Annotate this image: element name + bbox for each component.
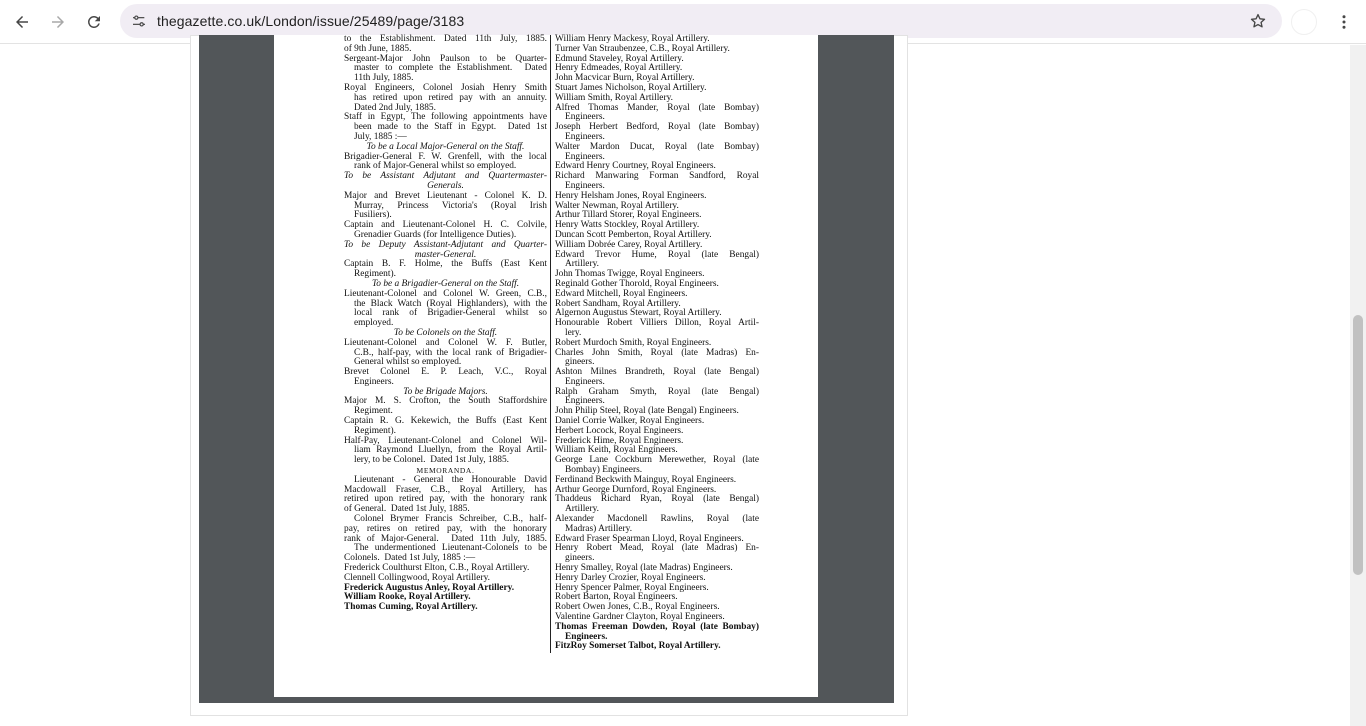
gazette-line: William Smith, Royal Artillery. <box>555 92 674 103</box>
gazette-line: Engineers. <box>354 376 394 387</box>
gazette-line: Duncan Scott Pemberton, Royal Artillery. <box>555 229 712 240</box>
gazette-line: John Thomas Twigge, Royal Engineers. <box>555 269 705 280</box>
gazette-line: Thaddeus Richard Ryan, Royal (late Bengal) <box>555 494 759 505</box>
gazette-line: Major M. S. Crofton, the South Staffordshire <box>344 396 547 407</box>
gazette-line: Walter Newman, Royal Artillery. <box>555 200 679 211</box>
gazette-line: Edward Henry Courtney, Royal Engineers. <box>555 161 716 172</box>
gazette-line: Thomas Cuming, Royal Artillery. <box>344 602 478 613</box>
gazette-line: Lieutenant - General the Honourable David <box>354 474 547 485</box>
gazette-line: William Keith, Royal Engineers. <box>555 445 678 456</box>
gazette-line: To be Colonels on the Staff. <box>393 327 498 338</box>
gazette-line: Engineers. <box>565 376 605 387</box>
gazette-line: Colonel Brymer Francis Schreiber, C.B., half- <box>354 514 547 525</box>
gazette-line: Reginald Gother Thorold, Royal Engineers. <box>555 278 719 289</box>
gazette-line: To be Deputy Assistant-Adjutant and Quarter- <box>344 239 547 250</box>
site-info-button[interactable] <box>126 8 152 34</box>
reload-button[interactable] <box>78 6 110 38</box>
gazette-line: Engineers. <box>565 396 605 407</box>
gazette-line: Walter Mardon Ducat, Royal (late Bombay) <box>555 141 759 152</box>
gazette-line: been made to the Staff in Egypt. Dated 1st <box>354 122 547 133</box>
gazette-line: To be a Brigadier-General on the Staff. <box>371 278 520 289</box>
gazette-line: Stuart James Nicholson, Royal Artillery. <box>555 82 707 93</box>
gazette-line: Thomas Freeman Dowden, Royal (late Bombay) <box>555 621 759 632</box>
gazette-line: Arthur George Durnford, Royal Engineers. <box>555 484 717 495</box>
gazette-line: Clennell Collingwood, Royal Artillery. <box>344 572 490 583</box>
gazette-line: retired upon retired pay, with the honorary rank <box>344 494 547 505</box>
gazette-line: Lieutenant-Colonel and Colonel W. F. Butler, <box>344 337 547 348</box>
gazette-line: Edmund Staveley, Royal Artillery. <box>555 53 684 64</box>
tune-icon <box>131 13 147 29</box>
gazette-line: Henry Darley Crozier, Royal Engineers. <box>555 572 706 583</box>
gazette-line: Grenadier Guards (for Intelligence Duties). <box>354 229 517 240</box>
gazette-line: Madras) Artillery. <box>565 523 633 534</box>
gazette-line: Engineers. <box>565 151 605 162</box>
gazette-line: Artillery. <box>565 504 600 515</box>
gazette-line: FitzRoy Somerset Talbot, Royal Artillery. <box>555 641 721 652</box>
gazette-line: rank of Major-General. Dated 11th July, 1885. <box>344 533 547 544</box>
gazette-line: Ashton Milnes Brandreth, Royal (late Bengal) <box>555 367 759 378</box>
gazette-line: Henry Smalley, Royal (late Madras) Engineers. <box>555 563 733 574</box>
gazette-line: Herbert Locock, Royal Engineers. <box>555 425 684 436</box>
gazette-line: master to complete the Establishment. Dated <box>354 63 547 74</box>
gazette-line: employed. <box>354 318 394 329</box>
gazette-line: gineers. <box>565 553 595 564</box>
gazette-line: Alfred Thomas Mander, Royal (late Bombay) <box>555 102 759 113</box>
gazette-line: To be Brigade Majors. <box>403 386 488 397</box>
gazette-line: William Dobrée Carey, Royal Artillery. <box>555 239 703 250</box>
gazette-line: Daniel Corrie Walker, Royal Engineers. <box>555 416 705 427</box>
gazette-line: Sergeant-Major John Paulson to be Quarter- <box>344 53 547 64</box>
gazette-line: the Black Watch (Royal Highlanders), with the <box>354 298 547 309</box>
gazette-line: C.B., half-pay, with the local rank of Brigadier- <box>354 347 547 358</box>
gazette-line: Robert Owen Jones, C.B., Royal Engineers. <box>555 602 720 613</box>
gazette-line: Engineers. <box>565 112 605 123</box>
gazette-line: Regiment). <box>354 269 396 280</box>
gazette-line: Henry Helsham Jones, Royal Engineers. <box>555 190 707 201</box>
browser-menu-button[interactable] <box>1328 6 1360 38</box>
gazette-left-column <box>344 35 547 613</box>
gazette-line: Murray, Princess Victoria's (Royal Irish <box>354 200 547 211</box>
gazette-line: Turner Van Straubenzee, C.B., Royal Artillery. <box>555 43 730 54</box>
gazette-line: General whilst so employed. <box>354 357 462 368</box>
gazette-line: William Rooke, Royal Artillery. <box>344 592 471 603</box>
gazette-line: gineers. <box>565 357 595 368</box>
gazette-line: July, 1885 :— <box>354 131 407 142</box>
gazette-line: MEMORANDA. <box>416 466 475 476</box>
reload-icon <box>85 13 103 31</box>
gazette-line: has retired upon retired pay with an annuity. <box>354 92 547 103</box>
bookmark-button[interactable] <box>1244 7 1272 35</box>
profile-avatar[interactable] <box>1291 9 1317 35</box>
gazette-line: Henry Spencer Palmer, Royal Engineers. <box>555 582 709 593</box>
gazette-line: Frederick Coulthurst Elton, C.B., Royal Artillery. <box>344 563 530 574</box>
scrollbar-thumb[interactable] <box>1353 315 1363 575</box>
vertical-scrollbar[interactable] <box>1350 45 1366 726</box>
arrow-left-icon <box>13 13 31 31</box>
arrow-right-icon <box>49 13 67 31</box>
gazette-line: Robert Barton, Royal Engineers. <box>555 592 678 603</box>
gazette-line: Arthur Tillard Storer, Royal Engineers. <box>555 210 702 221</box>
gazette-line: To be Assistant Adjutant and Quartermaster- <box>344 171 547 182</box>
gazette-right-column <box>555 35 759 652</box>
gazette-line: Henry Edmeades, Royal Artillery. <box>555 63 683 74</box>
gazette-line: Robert Sandham, Royal Artillery. <box>555 298 681 309</box>
gazette-line: Alexander Macdonell Rawlins, Royal (late <box>555 514 759 525</box>
gazette-line: liam Raymond Lluellyn, from the Royal Artil- <box>354 445 547 456</box>
gazette-line: Regiment. <box>354 406 393 417</box>
gazette-line: of 9th June, 1885. <box>344 43 412 54</box>
gazette-line: Captain and Lieutenant-Colonel H. C. Colvile, <box>344 220 547 231</box>
page-viewport <box>0 34 1350 726</box>
gazette-line: John Macvicar Burn, Royal Artillery. <box>555 73 695 84</box>
gazette-line: Brigadier-General F. W. Grenfell, with the local <box>344 151 547 162</box>
gazette-line: Henry Watts Stockley, Royal Artillery. <box>555 220 700 231</box>
gazette-line: Major and Brevet Lieutenant - Colonel K. D. <box>344 190 547 201</box>
vertical-dots-icon <box>1335 13 1353 31</box>
gazette-line: Engineers. <box>565 131 605 142</box>
gazette-line: pay, retires on retired pay, with the honorary <box>344 523 547 534</box>
forward-button[interactable] <box>42 6 74 38</box>
gazette-line: Frederick Augustus Anley, Royal Artillery. <box>344 582 515 593</box>
gazette-line: Half-Pay, Lieutenant-Colonel and Colonel Wil- <box>344 435 547 446</box>
gazette-line: George Lane Cockburn Merewether, Royal (late <box>555 455 759 466</box>
gazette-line: Edward Mitchell, Royal Engineers. <box>555 288 688 299</box>
gazette-line: Valentine Gardner Clayton, Royal Engineers. <box>555 612 725 623</box>
gazette-line: Colonels. Dated 1st July, 1885 :— <box>344 553 476 564</box>
gazette-line: William Henry Mackesy, Royal Artillery. <box>555 34 710 44</box>
gazette-line: Henry Robert Mead, Royal (late Madras) En- <box>555 543 759 554</box>
gazette-line: to the Establishment. Dated 11th July, 1885. <box>344 34 547 44</box>
gazette-line: Richard Manwaring Forman Sandford, Royal <box>555 171 759 182</box>
gazette-line: Honourable Robert Villiers Dillon, Royal Artil- <box>555 318 759 329</box>
gazette-line: Bombay) Engineers. <box>565 465 643 476</box>
gazette-line: lery, to be Colonel. Dated 1st July, 1885. <box>354 455 510 466</box>
gazette-line: Captain B. F. Holme, the Buffs (East Kent <box>344 259 547 270</box>
gazette-line: Edward Fraser Spearman Lloyd, Royal Engineers. <box>555 533 744 544</box>
gazette-line: master-General. <box>414 249 477 260</box>
gazette-line: Engineers. <box>565 180 605 191</box>
gazette-line: Captain R. G. Kekewich, the Buffs (East Kent <box>344 416 547 427</box>
gazette-line: Algernon Augustus Stewart, Royal Artillery. <box>555 308 722 319</box>
gazette-line: of General. Dated 1st July, 1885. <box>344 504 470 515</box>
gazette-page <box>274 35 818 697</box>
gazette-line: local rank of Brigadier-General whilst so <box>354 308 547 319</box>
column-divider <box>550 35 551 653</box>
gazette-line: Frederick Hime, Royal Engineers. <box>555 435 684 446</box>
gazette-line: Dated 2nd July, 1885. <box>354 102 436 113</box>
gazette-line: 11th July, 1885. <box>354 73 414 84</box>
address-bar[interactable] <box>120 4 1282 38</box>
back-button[interactable] <box>6 6 38 38</box>
gazette-line: Macdowall Fraser, C.B., Royal Artillery, has <box>344 484 547 495</box>
gazette-line: Regiment). <box>354 425 396 436</box>
gazette-line: Edward Trevor Hume, Royal (late Bengal) <box>555 249 759 260</box>
gazette-line: Joseph Herbert Bedford, Royal (late Bombay) <box>555 122 759 133</box>
gazette-line: Royal Engineers, Colonel Josiah Henry Smith <box>344 82 547 93</box>
url-text[interactable]: thegazette.co.uk/London/issue/25489/page/3183 <box>157 13 465 29</box>
gazette-line: lery. <box>565 327 582 338</box>
gazette-line: Robert Murdoch Smith, Royal Engineers. <box>555 337 712 348</box>
gazette-line: Ferdinand Beckwith Mainguy, Royal Engineers. <box>555 474 737 485</box>
gazette-line: Ralph Graham Smyth, Royal (late Bengal) <box>555 386 759 397</box>
gazette-line: Engineers. <box>565 631 608 642</box>
gazette-line: rank of Major-General whilst so employed. <box>354 161 517 172</box>
gazette-line: Brevet Colonel E. P. Leach, V.C., Royal <box>344 367 547 378</box>
gazette-line: Artillery. <box>565 259 600 270</box>
star-outline-icon <box>1249 12 1267 30</box>
gazette-line: Staff in Egypt, The following appointments have <box>344 112 547 123</box>
gazette-line: John Philip Steel, Royal (late Bengal) Engineers. <box>555 406 739 417</box>
gazette-line: Fusiliers). <box>354 210 392 221</box>
gazette-line: Generals. <box>427 180 464 191</box>
gazette-line: Charles John Smith, Royal (late Madras) En- <box>555 347 759 358</box>
gazette-line: The undermentioned Lieutenant-Colonels to be <box>354 543 547 554</box>
gazette-line: To be a Local Major-General on the Staff. <box>366 141 525 152</box>
gazette-line: Lieutenant-Colonel and Colonel W. Green, C.B., <box>344 288 547 299</box>
